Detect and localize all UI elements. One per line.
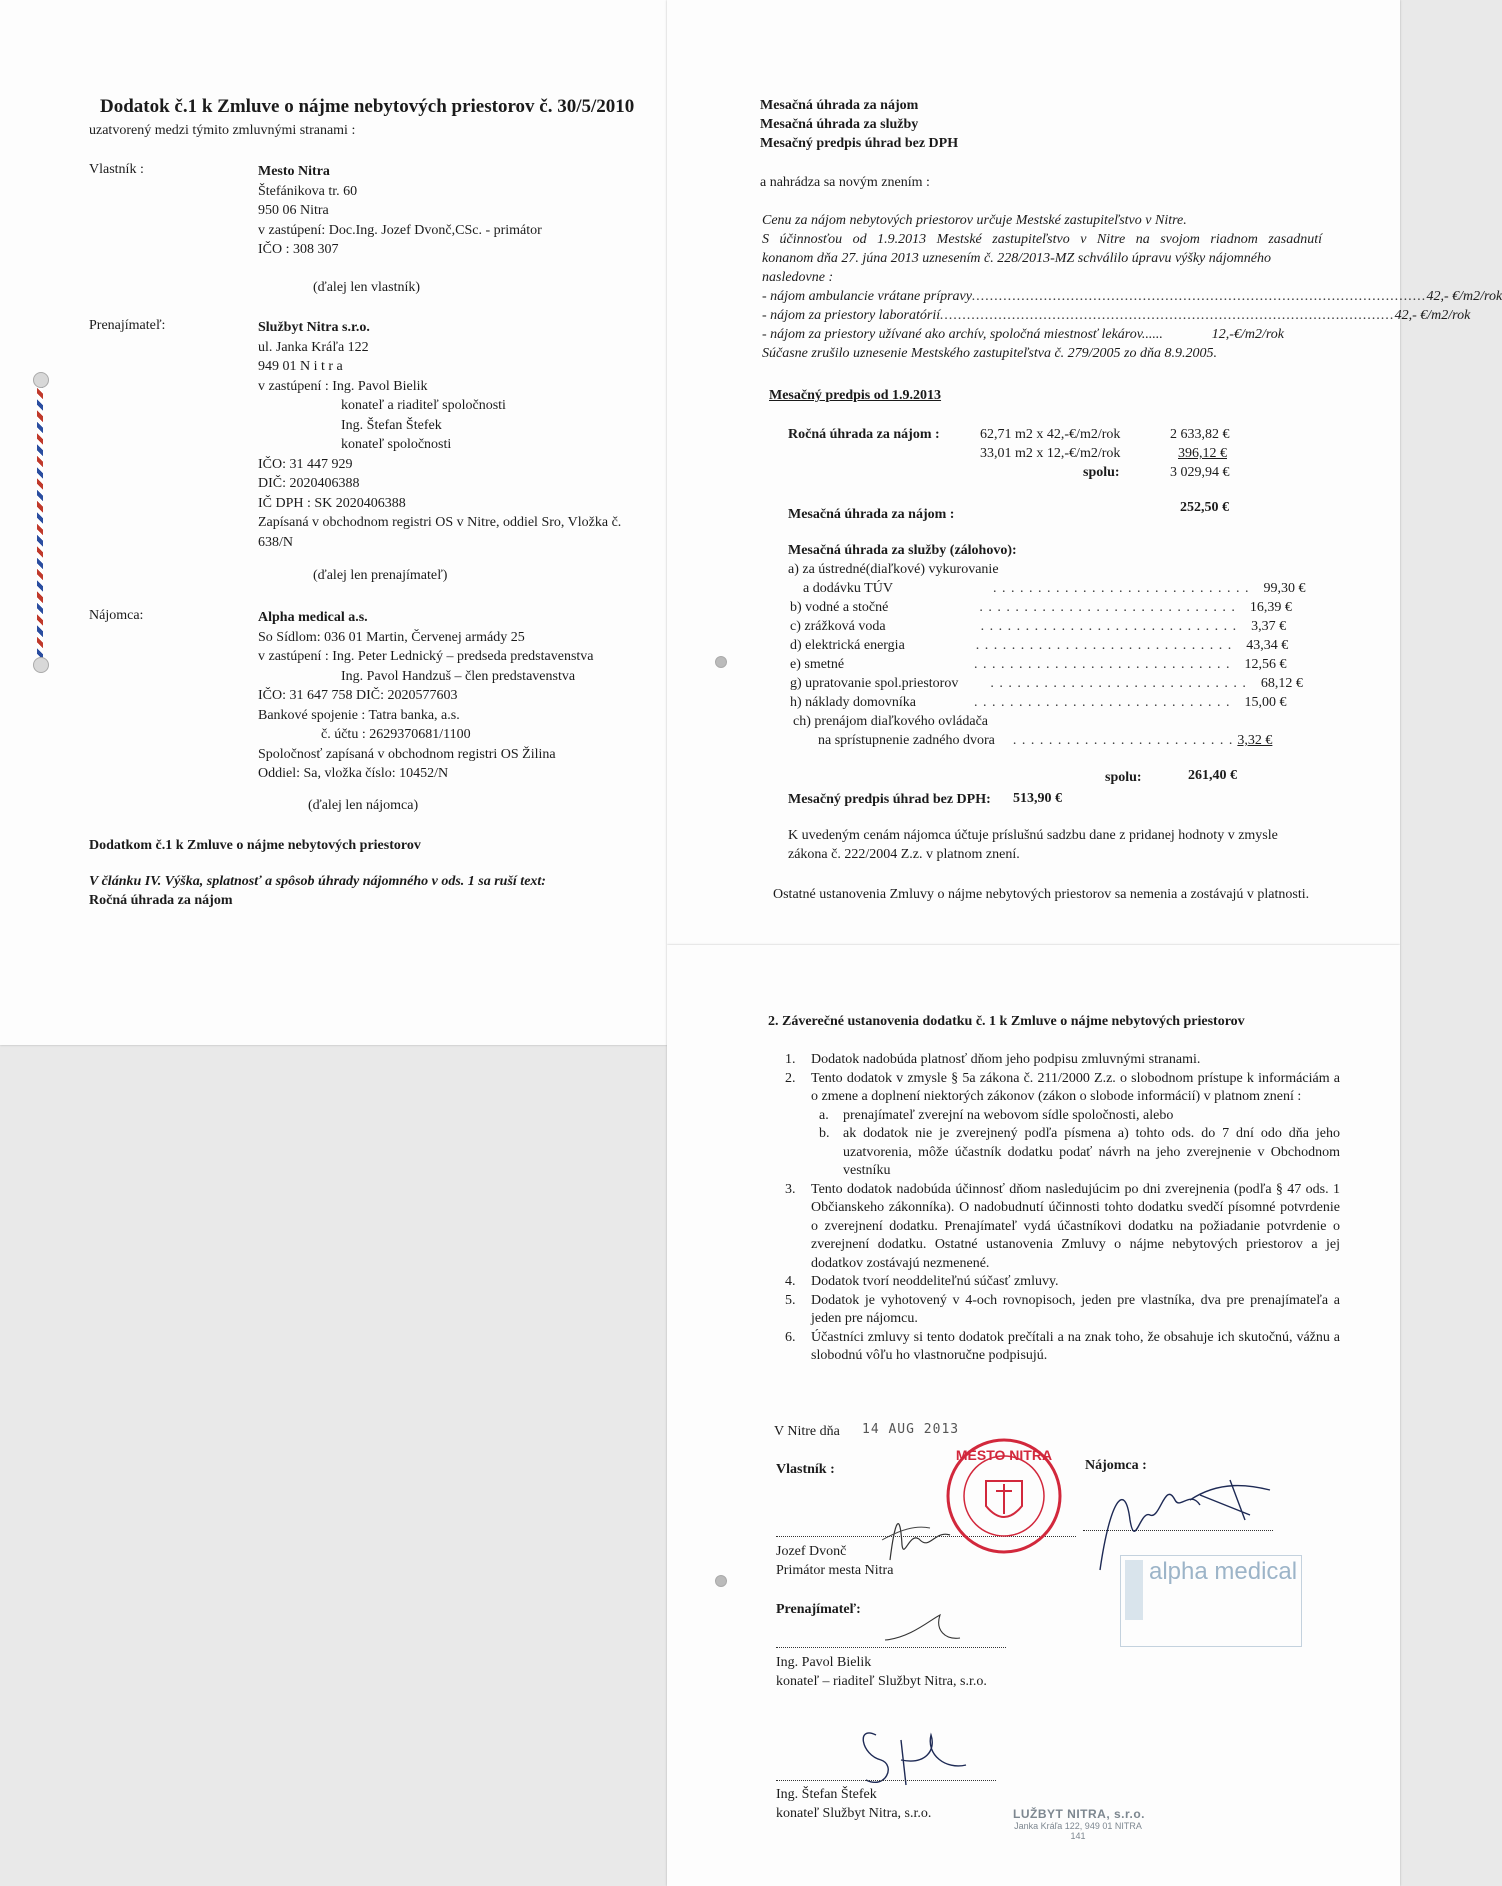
service-label: g) upratovanie spol.priestorov bbox=[790, 676, 959, 691]
lessor-role-1: konateľ – riaditeľ Službyt Nitra, s.r.o. bbox=[776, 1674, 987, 1689]
monthly-total-label: Mesačný predpis úhrad bez DPH: bbox=[788, 792, 991, 807]
service-row bbox=[790, 676, 1303, 692]
service-value: 99,30 € bbox=[1263, 581, 1306, 596]
item-number: 3. bbox=[785, 1181, 796, 1197]
annual-calc: 62,71 m2 x 42,-€/m2/rok bbox=[980, 427, 1121, 442]
service-row bbox=[790, 619, 1287, 635]
sluzbyt-stamp-line: Janka Kráľa 122, 949 01 NITRA bbox=[1014, 1821, 1142, 1831]
tenant-line: v zastúpení : Ing. Peter Lednický – predseda predstavenstva bbox=[258, 649, 594, 664]
lessor-line: DIČ: 2020406388 bbox=[258, 476, 360, 491]
monthly-rent-line: Mesačná úhrada za nájom bbox=[760, 98, 919, 113]
owner-line: Mesto Nitra bbox=[258, 164, 330, 179]
annual-total: 3 029,94 € bbox=[1170, 465, 1230, 480]
tenant-line: IČO: 31 647 758 DIČ: 2020577603 bbox=[258, 688, 458, 703]
rent-text-line: S účinnosťou od 1.9.2013 Mestské zastupiteľstvo v Nitre na svojom riadnom zasadnutí bbox=[762, 232, 1322, 247]
lessor-line: Ing. Štefan Štefek bbox=[341, 417, 442, 433]
service-label: e) smetné bbox=[790, 657, 845, 672]
lessor-line: 949 01 N i t r a bbox=[258, 359, 343, 374]
lessor-name-1: Ing. Pavol Bielik bbox=[776, 1655, 872, 1670]
service-label: ch) prenájom diaľkového ovládača bbox=[793, 714, 988, 729]
monthly-total-value: 513,90 € bbox=[1013, 791, 1062, 806]
lessor-line: konateľ a riaditeľ spoločnosti bbox=[341, 398, 506, 413]
binding-hole-bottom bbox=[33, 657, 49, 673]
sluzbyt-stamp-line: LUŽBYT NITRA, s.r.o. bbox=[1013, 1807, 1146, 1821]
monthly-heading: Mesačný predpis od 1.9.2013 bbox=[769, 388, 942, 403]
list-subitem bbox=[819, 1107, 1340, 1126]
sluzbyt-stamp bbox=[1013, 1807, 1146, 1841]
service-label: b) vodné a stočné bbox=[790, 600, 889, 615]
lessor-line: ul. Janka Kráľa 122 bbox=[258, 339, 369, 355]
service-label: a) za ústredné(diaľkové) vykurovanie bbox=[788, 562, 999, 577]
rate-label: - nájom za priestory užívané ako archív, spoločná miestnosť lekárov...... bbox=[762, 327, 1163, 342]
owner-name: Jozef Dvonč bbox=[776, 1544, 847, 1559]
leader-dots: ..................................................................................................... bbox=[940, 308, 1395, 323]
list-item bbox=[785, 1273, 1340, 1292]
monthly-services-line: Mesačná úhrada za služby bbox=[760, 117, 919, 132]
repeal-line: Súčasne zrušilo uznesenie Mestského zastupiteľstva č. 279/2005 zo dňa 8.9.2005. bbox=[762, 346, 1217, 361]
tenant-alias: (ďalej len nájomca) bbox=[308, 798, 419, 813]
lessor-line: konateľ spoločnosti bbox=[341, 437, 452, 452]
rent-text-line: nasledovne : bbox=[762, 270, 834, 285]
item-text: Tento dodatok v zmysle § 5a zákona č. 211/2000 Z.z. o slobodnom prístupe k informáciám a o zmene a doplnení niektorých zákonov (zákon o slobode informácií) v platnom znení : bbox=[811, 1070, 1340, 1104]
service-row bbox=[790, 695, 1287, 711]
leader-dots: . . . . . . . . . . . . . . . . . . . . . . . . . . . . . bbox=[992, 581, 1250, 596]
lessor-signature-line-2 bbox=[776, 1780, 996, 1781]
annual-rent-heading: Ročná úhrada za nájom bbox=[89, 893, 233, 908]
lessor-line: Zapísaná v obchodnom registri OS v Nitre, oddiel Sro, Vložka č. bbox=[258, 515, 622, 530]
lessor-line: v zastúpení : Ing. Pavol Bielik bbox=[258, 378, 428, 394]
leader-dots: . . . . . . . . . . . . . . . . . . . . . . . . . . . . . bbox=[980, 619, 1238, 634]
service-value: 43,34 € bbox=[1246, 638, 1289, 653]
rate-value: 42,- €/m2/rok bbox=[1426, 289, 1502, 304]
item-text: Dodatok nadobúda platnosť dňom jeho podpisu zmluvnými stranami. bbox=[811, 1052, 1201, 1067]
lessor-line: IČO: 31 447 929 bbox=[258, 456, 353, 472]
lessor-signature-2 bbox=[856, 1715, 996, 1795]
service-value: 12,56 € bbox=[1244, 657, 1287, 672]
item-text: Dodatok je vyhotovený v 4-och rovnopisoch, jeden pre vlastníka, dva pre prenajímateľa a jeden pre nájomcu. bbox=[811, 1292, 1340, 1326]
final-provisions-list bbox=[785, 1051, 1340, 1366]
tenant-line: So Sídlom: 036 01 Martin, Červenej armády 25 bbox=[258, 629, 525, 645]
mesto-nitra-seal bbox=[944, 1436, 1064, 1556]
annual-value: 2 633,82 € bbox=[1170, 427, 1230, 442]
list-item bbox=[785, 1051, 1340, 1070]
item-text: Dodatok tvorí neoddeliteľnú súčasť zmluvy. bbox=[811, 1274, 1059, 1289]
closing-line: Ostatné ustanovenia Zmluvy o nájme nebytových priestorov sa nemenia a zostávajú v platnosti. bbox=[773, 887, 1310, 902]
vat-line: zákona č. 222/2004 Z.z. v platnom znení. bbox=[788, 847, 1020, 862]
rent-text-line: konanom dňa 27. júna 2013 uznesením č. 228/2013-MZ schválilo úpravu výšky nájomného bbox=[762, 251, 1271, 266]
tenant-block bbox=[258, 608, 594, 784]
owner-alias: (ďalej len vlastník) bbox=[313, 280, 421, 295]
rate-row bbox=[762, 308, 1471, 324]
service-row bbox=[790, 657, 1287, 673]
service-value: 15,00 € bbox=[1244, 695, 1287, 710]
leader-dots: . . . . . . . . . . . . . . . . . . . . . . . . . bbox=[1012, 733, 1234, 748]
rate-row bbox=[762, 289, 1502, 305]
leader-dots: . . . . . . . . . . . . . . . . . . . . . . . . . . . . . bbox=[974, 657, 1231, 672]
tenant-label: Nájomca: bbox=[89, 608, 144, 623]
rate-value: 12,-€/m2/rok bbox=[1211, 327, 1284, 342]
item-number: 1. bbox=[785, 1052, 796, 1067]
tenant-line: Bankové spojenie : Tatra banka, a.s. bbox=[258, 707, 460, 723]
lessor-block bbox=[258, 318, 621, 552]
leader-dots: . . . . . . . . . . . . . . . . . . . . . . . . . . . . . bbox=[990, 676, 1247, 691]
sluzbyt-stamp-line: 141 bbox=[1070, 1831, 1086, 1841]
service-label: a dodávku TÚV bbox=[803, 581, 893, 596]
rate-value: 42,- €/m2/rok bbox=[1394, 308, 1471, 323]
service-label: c) zrážková voda bbox=[790, 619, 886, 634]
tenant-line: Alpha medical a.s. bbox=[258, 610, 368, 625]
leader-dots: . . . . . . . . . . . . . . . . . . . . . . . . . . . . . bbox=[975, 638, 1233, 653]
rate-label: - nájom ambulancie vrátane prípravy bbox=[762, 289, 972, 304]
lessor-label: Prenajímateľ: bbox=[89, 318, 166, 333]
subitem-letter: a. bbox=[819, 1107, 829, 1123]
tenant-signature bbox=[1080, 1460, 1280, 1590]
leader-dots: . . . . . . . . . . . . . . . . . . . . . . . . . . . . . bbox=[979, 600, 1236, 615]
article-line: V článku IV. Výška, splatnosť a spôsob úhrady nájomného v ods. 1 sa ruší text: bbox=[89, 874, 546, 889]
lessor-name-2: Ing. Štefan Štefek bbox=[776, 1787, 877, 1802]
binding-hole-top bbox=[33, 372, 49, 388]
lessor-role-2: konateľ Službyt Nitra, s.r.o. bbox=[776, 1806, 932, 1821]
rate-label: - nájom za priestory laboratórií bbox=[762, 308, 941, 323]
annual-total-label: spolu: bbox=[1083, 465, 1120, 480]
owner-line: v zastúpení: Doc.Ing. Jozef Dvonč,CSc. - primátor bbox=[258, 222, 542, 238]
item-text: Účastníci zmluvy si tento dodatok prečítali a na znak toho, že obsahuje ich skutočnú, vážnu a slobodnú vôľu ho vlastnoručne podpisujú. bbox=[811, 1329, 1340, 1363]
lessor-signature-1 bbox=[880, 1610, 970, 1650]
lessor-line: 638/N bbox=[258, 534, 293, 550]
tenant-line: Oddiel: Sa, vložka číslo: 10452/N bbox=[258, 766, 449, 781]
leader-dots: ..................................................................................................... bbox=[971, 289, 1427, 304]
lessor-alias: (ďalej len prenajímateľ) bbox=[313, 568, 448, 583]
tenant-signature-label: Nájomca : bbox=[1085, 1458, 1147, 1473]
monthly-rent-value: 252,50 € bbox=[1180, 500, 1229, 515]
owner-label: Vlastník : bbox=[89, 162, 144, 177]
lessor-signature-label: Prenajímateľ: bbox=[776, 1602, 861, 1617]
service-label: d) elektrická energia bbox=[790, 638, 905, 653]
service-value: 3,37 € bbox=[1251, 619, 1287, 634]
vat-line: K uvedeným cenám nájomca účtuje príslušnú sadzbu dane z pridanej hodnoty v zmysle bbox=[788, 828, 1278, 843]
service-row bbox=[803, 581, 1306, 597]
tenant-line: č. účtu : 2629370681/1100 bbox=[321, 727, 471, 742]
rate-row bbox=[762, 327, 1284, 343]
subitem-letter: b. bbox=[819, 1126, 830, 1141]
service-value: 16,39 € bbox=[1249, 600, 1292, 615]
annual-calc: 33,01 m2 x 12,-€/m2/rok bbox=[980, 446, 1121, 461]
binding-string bbox=[37, 380, 43, 665]
owner-line: 950 06 Nitra bbox=[258, 203, 329, 218]
list-item bbox=[785, 1292, 1340, 1329]
service-row bbox=[790, 638, 1289, 654]
alpha-stamp-text: alpha medical bbox=[1149, 1558, 1298, 1585]
service-row bbox=[818, 733, 1273, 749]
seal-text: MESTO NITRA bbox=[955, 1447, 1053, 1463]
service-label: h) náklady domovníka bbox=[790, 695, 916, 710]
item-text: Tento dodatok nadobúda účinnosť dňom nasledujúcim po dni zverejnenia (podľa § 47 ods. 1 Občianskeho zákonníka). O nadobudnutí účinnosti tohto dodatku svedčí písomné potvrdenie o zverejnení dodatku. Prenajímateľ vydá účastníkovi dodatku na požiadanie potvrdenie o zverejnení dodatku. Ostatné ustanovenia Zmluvy o nájme nebytových priestorov a jej dodatkov zostávajú nezmenené. bbox=[811, 1181, 1340, 1271]
final-provisions-heading: 2. Záverečné ustanovenia dodatku č. 1 k Zmluve o nájme nebytových priestorov bbox=[768, 1014, 1245, 1029]
monthly-total-line: Mesačný predpis úhrad bez DPH bbox=[760, 136, 959, 151]
lessor-line: IČ DPH : SK 2020406388 bbox=[258, 495, 406, 511]
tenant-line: Ing. Pavol Handzuš – člen predstavenstva bbox=[341, 668, 576, 684]
list-item bbox=[785, 1329, 1340, 1366]
leader-dots: . . . . . . . . . . . . . . . . . . . . . . . . . . . . . bbox=[973, 695, 1231, 710]
monthly-rent-label: Mesačná úhrada za nájom : bbox=[788, 507, 955, 522]
item-number: 4. bbox=[785, 1274, 796, 1289]
list-subitem bbox=[819, 1125, 1340, 1181]
subitem-text: prenajímateľ zverejní na webovom sídle spoločnosti, alebo bbox=[843, 1107, 1174, 1123]
service-label: na sprístupnenie zadného dvora bbox=[818, 733, 995, 748]
owner-line: IČO : 308 307 bbox=[258, 242, 339, 257]
section-heading: Dodatkom č.1 k Zmluve o nájme nebytových priestorov bbox=[89, 838, 421, 853]
annual-label: Ročná úhrada za nájom : bbox=[788, 427, 940, 442]
item-number: 6. bbox=[785, 1329, 796, 1345]
date-stamp: 14 AUG 2013 bbox=[862, 1422, 960, 1437]
service-row bbox=[790, 600, 1292, 616]
owner-signature-label: Vlastník : bbox=[776, 1462, 835, 1477]
owner-block bbox=[258, 162, 542, 260]
list-item bbox=[785, 1181, 1340, 1274]
list-item bbox=[785, 1070, 1340, 1107]
document-title: Dodatok č.1 k Zmluve o nájme nebytových priestorov č. 30/5/2010 bbox=[100, 96, 635, 117]
annual-value: 396,12 € bbox=[1178, 446, 1227, 461]
rent-text-line: Cenu za nájom nebytových priestorov určuje Mestské zastupiteľstvo v Nitre. bbox=[762, 213, 1187, 228]
service-value: 3,32 € bbox=[1237, 733, 1273, 748]
subitem-text: ak dodatok nie je zverejnený podľa písmena a) tohto ods. do 7 dní odo dňa jeho uzatvorenia, môže účastník dodatku podať návrh na jeho zverejnenie v Obchodnom vestníku bbox=[843, 1126, 1340, 1178]
services-label: Mesačná úhrada za služby (zálohovo): bbox=[788, 543, 1017, 558]
services-total: 261,40 € bbox=[1188, 768, 1237, 783]
punch-hole bbox=[715, 1575, 727, 1587]
item-number: 2. bbox=[785, 1070, 796, 1086]
services-total-label: spolu: bbox=[1105, 770, 1142, 785]
punch-hole bbox=[715, 656, 727, 668]
item-number: 5. bbox=[785, 1292, 796, 1308]
place-date-label: V Nitre dňa bbox=[774, 1424, 840, 1439]
owner-line: Štefánikova tr. 60 bbox=[258, 183, 358, 199]
lessor-line: Službyt Nitra s.r.o. bbox=[258, 320, 370, 335]
document-subtitle: uzatvorený medzi týmito zmluvnými stranami : bbox=[89, 123, 356, 138]
lessor-signature-line-1 bbox=[776, 1647, 1006, 1648]
owner-role: Primátor mesta Nitra bbox=[776, 1563, 894, 1578]
tenant-line: Spoločnosť zapísaná v obchodnom registri OS Žilina bbox=[258, 746, 556, 762]
service-value: 68,12 € bbox=[1260, 676, 1303, 691]
replace-line: a nahrádza sa novým znením : bbox=[760, 175, 930, 190]
